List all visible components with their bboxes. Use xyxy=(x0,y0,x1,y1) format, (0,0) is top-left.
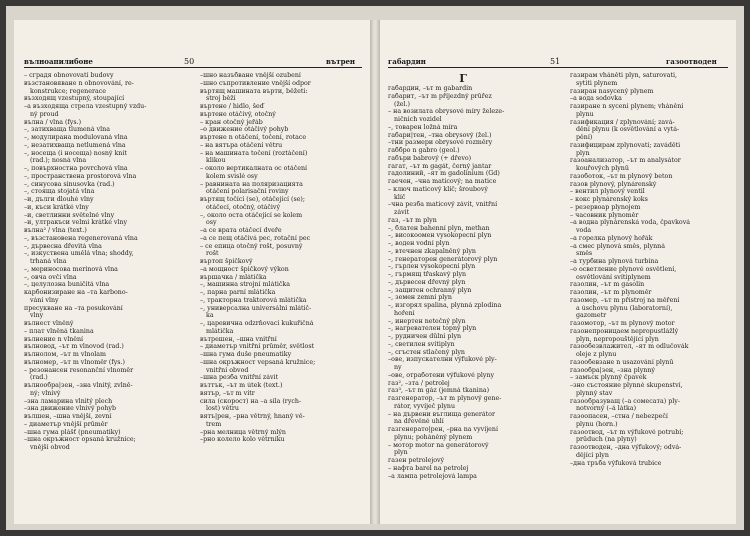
entry-line: –а турбина plynová turbina xyxy=(570,258,659,265)
entry-line: –рно колело kolo větrníku xyxy=(200,436,285,444)
entry-line: – на машината točení (roztáčení) xyxy=(200,149,308,157)
entry-line: trhaná vlna xyxy=(30,258,67,265)
entry-line: – резонансен resonanční vlnoměr xyxy=(24,366,134,374)
entry-line: na dřevěné uhlí xyxy=(394,418,444,426)
entry-line: –и, светлинни světelné vlny xyxy=(24,211,115,219)
entry-line: – около вертикалната ос otáčení xyxy=(200,165,308,172)
entry-line: – равнината на поляризацията xyxy=(200,180,303,188)
right-page-number: 51 xyxy=(550,57,561,66)
entry-line: –, универсална universální mlátič- xyxy=(200,304,312,312)
entry-line: – кокс plynárenský koks xyxy=(570,196,648,203)
entry-line: rátor, vyvíječ plynu xyxy=(394,402,456,410)
entry-line: –и, ултракъси velmi krátké vlny xyxy=(24,219,128,227)
entry-line: газолин, –ът m plynoměr xyxy=(570,289,652,296)
entry-line: dění plynu (k osvětlování a vytá- xyxy=(576,126,680,134)
entry-line: –, земен zemní plyn xyxy=(388,294,452,302)
entry-line: газ³, –ът m gáz (jemná tkanina) xyxy=(388,387,490,395)
entry-line: гагат, –ът m gagát, černý jantar xyxy=(388,162,492,170)
entry-line: вършачка / mlátička xyxy=(200,273,267,281)
entry-line: газов plynový, plynárenský xyxy=(570,180,657,188)
entry-line: –, около оста otáčející se kolem xyxy=(200,211,303,219)
entry-line: газонепроницаем nepropustlážlý xyxy=(570,327,679,335)
entry-line: –ове, отработени výfukové plyny xyxy=(388,371,495,379)
entry-line: пресукване на –та posukování xyxy=(24,304,123,312)
entry-line: –а горелка plynový hořák xyxy=(570,234,653,242)
entry-line: –а вода sodovka xyxy=(570,95,622,103)
entry-line: (rad.) xyxy=(30,374,48,382)
right-running-head-end: газоотводен xyxy=(666,57,717,66)
entry-line: възстановяване n obnovování, re- xyxy=(24,79,134,87)
entry-line: –зно състояние plynné skupenství, xyxy=(570,382,683,389)
entry-line: габарит, –ът m příjezdný průřez xyxy=(388,92,492,100)
entry-line: klíč xyxy=(394,193,406,201)
dictionary-column xyxy=(388,72,538,480)
entry-line: voda xyxy=(576,227,592,234)
entry-line: –, мериносова merinová vlna xyxy=(24,265,118,273)
header-rule xyxy=(24,67,362,68)
entry-line: –шна окръжност vepsaná kružnice; xyxy=(200,358,316,366)
entry-line: газоопасен, –стна / nebezpečí xyxy=(570,413,668,420)
entry-line: въртоп špičkový xyxy=(200,258,253,265)
entry-line: –, дървесна dřevitá vlna xyxy=(24,242,102,250)
entry-line: вълнест vlněný xyxy=(24,320,74,327)
entry-line: dějící plyn xyxy=(576,451,609,459)
right-page xyxy=(380,20,736,524)
entry-line: vlny xyxy=(30,312,44,320)
entry-line: –чна резба maticový závit, vnitřní xyxy=(388,201,498,209)
entry-line: –, генераторен generátorový plyn xyxy=(388,255,498,263)
entry-line: –, гърлен vysokopecní plyn xyxy=(388,263,476,271)
entry-line: plyn, nepropouštějící plyn xyxy=(576,335,659,343)
entry-line: –, целулозна buničitá vlna xyxy=(24,281,110,289)
entry-line: газификация / zplynování; zavá- xyxy=(570,118,675,126)
entry-line: – кран otočný jeřáb xyxy=(200,118,263,126)
entry-line: –, носеща (і носеща) nosný knit xyxy=(24,149,127,157)
entry-line: въттък, –ът m útek (text.) xyxy=(200,382,283,389)
entry-line: газирам vháněti plyn, saturovati, xyxy=(570,72,677,79)
entry-line: въртене / hidlo, šeď xyxy=(200,103,264,110)
entry-line: – на возилата obrysové míry železe- xyxy=(388,108,505,116)
dictionary-column xyxy=(570,72,720,467)
entry-line: газен petrolejový xyxy=(388,457,445,464)
entry-line: –, тракторна traktorová mlátička xyxy=(200,296,307,304)
entry-line: сила (скорост) на –а síla (rych- xyxy=(200,397,302,405)
entry-line: газоотвод, –ът m výfukové potrubí; xyxy=(570,428,684,436)
entry-line: plyn xyxy=(394,449,408,457)
entry-line: vnitřní obvod xyxy=(206,366,249,374)
entry-line: вътрешен, –шна vnitřní xyxy=(200,335,277,343)
entry-line: a úschovu plynu (laboratorní), xyxy=(576,304,673,312)
dictionary-column xyxy=(24,72,174,452)
entry-line: газоботок, –ът m plynový beton xyxy=(570,172,673,180)
entry-line: –, затихваща tlumená vlna xyxy=(24,126,110,134)
entry-line: –а възходяща стрела vzestupný vzdu- xyxy=(24,103,147,110)
entry-line: otáčení polarisační roviny xyxy=(206,188,289,196)
entry-line: –а лампа petrolejová lampa xyxy=(388,472,477,480)
entry-line: plynu xyxy=(576,110,594,118)
entry-line: (žel.) xyxy=(394,100,410,108)
header-rule xyxy=(388,67,728,68)
entry-line: ny xyxy=(394,364,402,371)
entry-line: въртене otáčivý, otočný xyxy=(200,110,276,118)
entry-line: вълномер, –ът m vlnoměr (fys.) xyxy=(24,358,125,366)
entry-line: sytiti plynem xyxy=(576,79,618,87)
entry-line: –о осветление plynové osvětlení, xyxy=(570,265,677,273)
entry-line: –, изкуствена umělá vlna; shoddy, xyxy=(24,250,134,258)
entry-line: –тни размери obrysové rozměry xyxy=(388,139,493,147)
entry-line: –, изгорял spalina, plynná zplodina xyxy=(388,302,502,309)
entry-line: plynu; poháněný plynem xyxy=(394,433,473,441)
entry-line: rošt xyxy=(206,250,219,258)
entry-line: – резервоар plynojem xyxy=(570,203,641,211)
entry-line: –шно съпротивление vnější odpor xyxy=(200,79,311,87)
entry-line: –а водна plynárenská voda, čpavková xyxy=(570,219,691,227)
entry-line: –, овча ovčí vlna xyxy=(24,273,77,281)
entry-line: –ове, изпускателни výfukové ply- xyxy=(388,356,497,364)
entry-line: –, блатен bahenní plyn, methan xyxy=(388,224,490,232)
entry-line: газ², –зта / petrolej xyxy=(388,379,450,387)
entry-line: –, модулирана modulovaná vlna xyxy=(24,134,128,141)
dictionary-column xyxy=(200,72,350,444)
entry-line: směs xyxy=(576,250,593,258)
entry-line: газгенерато|рен, –рна na vyvíjení xyxy=(388,426,498,433)
open-book xyxy=(6,6,744,530)
entry-line: –шна окръжност opsaná kružnice; xyxy=(24,436,136,444)
entry-line: – часовник plynoměr xyxy=(570,211,639,219)
entry-line: – диаметър vnitřní průměr, světlost xyxy=(200,343,315,351)
entry-line: газообразуващ (–а сомесата) ply- xyxy=(570,397,680,405)
entry-line: –, гърмящ třaskavý plyn xyxy=(388,271,467,278)
entry-line: otáčecí, otočný, otáčivý xyxy=(206,203,281,211)
entry-line: –, товарен ložná míra xyxy=(388,123,458,131)
entry-line: ničních vozidel xyxy=(394,116,442,123)
entry-line: –зна движение vlnivý pohyb xyxy=(24,405,117,413)
entry-line: –, синусова sinusovka (rad.) xyxy=(24,180,115,188)
entry-line: –, повърхностна povrchová vlna xyxy=(24,165,128,172)
entry-line: –рна мелница větrný mlýn xyxy=(200,428,286,436)
entry-line: –а мощност špičkový výkon xyxy=(200,265,289,273)
section-letter: Г xyxy=(459,72,467,85)
entry-line: závit xyxy=(394,209,410,216)
entry-line: въртящ машината върти, běžeti: xyxy=(200,87,308,95)
entry-line: –, светилен svítiplyn xyxy=(388,340,455,348)
entry-line: –, машинна strojní mlátička xyxy=(200,281,290,289)
entry-line: – на дървени въглища generátor xyxy=(388,410,495,418)
entry-line: –, инертен netečný plyn xyxy=(388,317,466,325)
entry-line: въртене n otáčení, točení, rotace xyxy=(200,134,307,141)
entry-line: –, втечнен zkapalněný plyn xyxy=(388,247,476,255)
entry-line: газомер, –ът m přístroj na měření xyxy=(570,296,680,304)
entry-line: –и, къси krátké vlny xyxy=(24,203,89,211)
left-page-number: 50 xyxy=(184,57,195,66)
left-page xyxy=(14,20,370,524)
entry-line: –а смес plynová směs, plynná xyxy=(570,242,665,250)
entry-line: габари|тен, –тна obrysový (žel.) xyxy=(388,131,492,139)
book-gutter xyxy=(370,20,380,524)
entry-line: gazometr xyxy=(576,312,607,320)
entry-line: ný; vlnivý xyxy=(30,389,61,397)
entry-line: газифицирам zplynovati; zaváděti xyxy=(570,141,681,149)
entry-line: –, воден vodní plyn xyxy=(388,240,450,247)
entry-line: вятър, –ът m vítr xyxy=(200,389,255,397)
entry-line: mlátička xyxy=(206,327,234,335)
entry-line: вълна² / vlna (text.) xyxy=(24,227,87,234)
entry-line: – се епица otočný rošt, posuvný xyxy=(200,242,303,250)
entry-line: notvorný (–á látka) xyxy=(576,405,637,413)
entry-line: –шна гума duše pneumatiky xyxy=(200,351,292,358)
entry-line: – вентил plynový ventil xyxy=(570,188,645,196)
left-running-head: вълноапилибоне xyxy=(24,57,93,66)
entry-line: габардин, –ът m gabardin xyxy=(388,85,473,92)
entry-line: trem xyxy=(206,420,222,428)
entry-line: –, възстановена regenerovaná vlna xyxy=(24,234,138,242)
entry-line: – диаметър vnější průměr xyxy=(24,420,108,428)
entry-line: газообезвлажител, –ят m odlučovák xyxy=(570,343,689,351)
entry-line: вълшен, –шна vnější, zevní xyxy=(24,413,112,420)
entry-line: – сградя obnovovatí budovy xyxy=(24,72,114,79)
entry-line: klikou xyxy=(206,157,226,165)
entry-line: газоотводен, –дна výfukový; odvá- xyxy=(570,444,682,451)
entry-line: газгенератор, –ът m plynový gene- xyxy=(388,395,502,402)
entry-line: (rad.); nosná vlna xyxy=(30,157,87,165)
entry-line: průduch (na plyny) xyxy=(576,436,637,444)
entry-line: kolem svislé osy xyxy=(206,172,258,180)
entry-line: konstrukce; regenerace xyxy=(30,87,106,95)
entry-line: –, рудничен důlní plyn xyxy=(388,333,462,340)
entry-line: вълна / vlna (fys.) xyxy=(24,118,82,126)
entry-line: гадолиний, –ят m gadolinium (Gd) xyxy=(388,170,500,178)
entry-line: –, царевична odzrňovací kukuřičná xyxy=(200,320,314,327)
entry-line: въртящ točící (se), otáčející (se); xyxy=(200,196,306,203)
entry-line: вълнолом, –ът m vlnolam xyxy=(24,351,107,358)
entry-line: –дна тръба výfuková trubice xyxy=(570,459,662,467)
entry-line: вятъ|рен, –рна větrný, hnaný vě- xyxy=(200,413,305,420)
entry-line: –а се пещ otáčivá pec, rotační pec xyxy=(200,234,311,242)
entry-line: възходящ vzestupný, stoupající xyxy=(24,95,125,103)
entry-line: pění) xyxy=(576,134,593,141)
entry-line: карбонизиране на –та karbono- xyxy=(24,289,128,296)
entry-line: – на вятъра otáčení větru xyxy=(200,141,283,149)
entry-line: вълновод, –ът m vlnovod (rad.) xyxy=(24,343,124,351)
entry-line: гаечен, –чна maticový; na matice xyxy=(388,178,497,185)
entry-line: газ, –ът m plyn xyxy=(388,216,437,224)
left-running-head-end: вътрен xyxy=(326,57,356,66)
entry-line: газиран nasycený plynem xyxy=(570,87,654,95)
entry-line: –зна ламарина vlnitý plech xyxy=(24,397,113,405)
entry-line: –шна резба vnitřní závit xyxy=(200,374,279,382)
entry-line: –, нагревателен topný plyn xyxy=(388,325,477,333)
entry-line: lost) větru xyxy=(206,405,239,413)
entry-line: –о движение otáčivý pohyb xyxy=(200,126,289,134)
entry-line: газиране n sycení plynem; vhánění xyxy=(570,103,684,110)
entry-line: plynný stav xyxy=(576,389,613,397)
entry-line: вълнение n vlnění xyxy=(24,335,84,343)
entry-line: вълнообра|зен, –зна vlnitý, zvlně- xyxy=(24,382,133,389)
entry-line: газообра|зен, –зна plynný xyxy=(570,366,655,374)
entry-line: –, незатихваща netlumená vlna xyxy=(24,141,126,149)
entry-line: –, защитен ochranný plyn xyxy=(388,286,472,294)
entry-line: oleje z plynu xyxy=(576,351,617,358)
entry-line: hoření xyxy=(394,309,415,317)
entry-line: – нафта barel na petrolej xyxy=(388,464,469,472)
entry-line: –, пространствена prostorová vlna xyxy=(24,172,137,180)
entry-line: ný proud xyxy=(30,110,59,118)
entry-line: газомотор, –ът m plynový motor xyxy=(570,320,675,327)
entry-line: –, дървесен dřevný plyn xyxy=(388,278,466,286)
entry-line: – ключ maticový klíč; šroubový xyxy=(388,185,488,193)
entry-line: –, стояща stojatá vlna xyxy=(24,188,95,196)
entry-line: газоанализатор, –ът m analysátor xyxy=(570,157,681,165)
entry-line: – плат vlněná tkanina xyxy=(24,327,94,335)
entry-line: – мотор motor na generátorový xyxy=(388,441,489,449)
entry-line: vnější obvod xyxy=(30,444,70,451)
entry-line: –и, дълги dlouhé vlny xyxy=(24,196,94,203)
entry-line: габбро n gabro (geol.) xyxy=(388,147,460,154)
entry-line: ka xyxy=(206,312,214,320)
entry-line: stroj běží xyxy=(206,95,236,103)
entry-line: –шна гума plášť (pneumatiky) xyxy=(24,428,121,436)
entry-line: osy xyxy=(206,219,217,227)
entry-line: –, сгъстен stlačený plyn xyxy=(388,348,465,356)
entry-line: –а се врата otáčecí dveře xyxy=(200,227,282,234)
entry-line: osvětlování svítiplynem xyxy=(576,273,651,281)
entry-line: газообевзане n usazování plynů xyxy=(570,358,674,366)
entry-line: vání vlny xyxy=(30,296,59,304)
entry-line: plynu (horn.) xyxy=(576,420,618,428)
right-running-head: габардин xyxy=(388,57,426,66)
entry-line: габъри babrový (+ dřevo) xyxy=(388,154,472,162)
entry-line: –шно назъбване vnější ozubení xyxy=(200,72,301,79)
entry-line: –, високоомен vysokopecní plyn xyxy=(388,232,492,240)
entry-line: – замъск plynný čpavek xyxy=(570,374,647,382)
entry-line: –, парна parní mlátička xyxy=(200,289,276,296)
entry-line: газолин, –ът m gasolin xyxy=(570,281,645,289)
entry-line: plyn xyxy=(576,149,590,157)
entry-line: kouřových plynů xyxy=(576,165,629,172)
